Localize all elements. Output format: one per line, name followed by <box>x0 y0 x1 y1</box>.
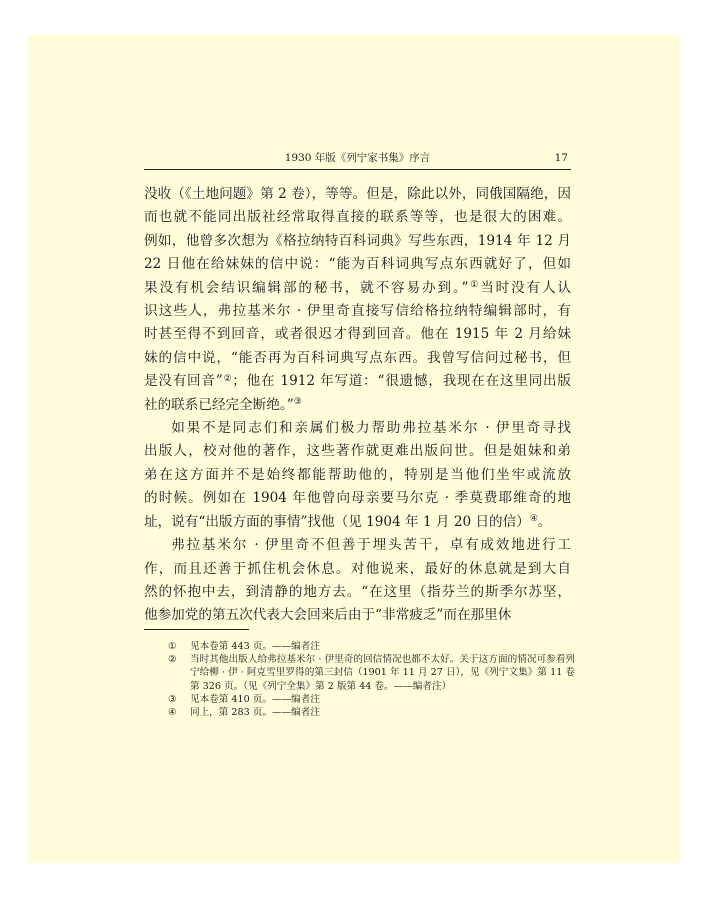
text-line: 如果不是同志们和亲属们极力帮助弗拉基米尔 · 伊里奇寻找 <box>171 420 571 437</box>
header-title: 1930 年版《列宁家书集》序言 <box>284 152 431 164</box>
footnote <box>168 653 575 693</box>
footnote-text: 同上，第 283 页。——编者注 <box>190 707 320 719</box>
text-line: 然的怀抱中去，到清静的地方去。“在这里（指芬兰的斯季尔苏坚， <box>144 583 571 600</box>
running-header <box>144 151 571 170</box>
footnote-ref: ① <box>468 280 481 291</box>
text-line: 例如，他曾多次想为《格拉纳特百科词典》写些东西，1914 年 12 月 <box>144 232 571 249</box>
text-line: 他参加党的第五次代表大会回来后由于“非常疲乏”而在那里休 <box>144 607 512 624</box>
text-line: 22 日他在给妹妹的信中说：“能为百科词典写点东西就好了，但如 <box>144 256 571 273</box>
paragraph <box>144 417 571 534</box>
text-line: 址，说有“出版方面的事情”找他（见 1904 年 1 月 20 日的信）④。 <box>144 513 552 530</box>
footnote <box>168 706 575 719</box>
footnote-ref: ③ <box>293 397 302 408</box>
footnote-text: 见本卷第 443 页。——编者注 <box>190 641 320 652</box>
text-line: 社的联系已经完全断绝。”③ <box>144 396 302 413</box>
text-line: 出版人，校对他的著作，这些著作就更难出版问世。但是姐妹和弟 <box>144 443 571 460</box>
paragraph <box>144 183 571 417</box>
footnote-text: 当时其他出版人给弗拉基米尔 · 伊里奇的回信情况也都不太好。关于这方面的情况可参看列宁给柳 · 伊 · 阿克雪里罗得的第三封信（1901 年 11 月 27 日），见《列宁文集》第 11 卷第 326 页。（见《列宁全集》第 2 版第 44 卷。——编者注） <box>190 654 575 692</box>
footnote-text: 见本卷第 410 页。——编者注 <box>190 693 320 705</box>
text-line: 妹的信中说，“能否再为百科词典写点东西。我曾写信问过秘书，但 <box>144 349 571 366</box>
footnote <box>168 640 575 653</box>
text-line: 弟在这方面并不是始终都能帮助他的，特别是当他们坐牢或流放 <box>144 466 571 483</box>
text-line: 的时候。例如在 1904 年他曾向母亲要马尔克 · 季莫费耶维奇的地 <box>144 490 571 507</box>
text-line: 时甚至得不到回音，或者很迟才得到回音。他在 1915 年 2 月给妹 <box>144 326 571 343</box>
footnotes <box>168 640 575 719</box>
text-line: 识这些人，弗拉基米尔 · 伊里奇直接写信给格拉纳特编辑部时，有 <box>144 303 571 320</box>
text-line: 作，而且还善于抓住机会休息。对他说来，最好的休息就是到大自 <box>144 560 571 577</box>
paragraph <box>144 534 571 628</box>
footnote-ref: ④ <box>529 514 538 525</box>
footnote-marker: ② <box>168 654 177 666</box>
footnote-marker: ④ <box>168 707 177 719</box>
body-text <box>144 183 571 628</box>
text-line: 是没有回音”②；他在 1912 年写道：“很遗憾，我现在在这里同出版 <box>144 373 571 390</box>
footnote-marker: ① <box>168 641 177 652</box>
text-line: 弗拉基米尔 · 伊里奇不但善于埋头苦干，卓有成效地进行工 <box>171 537 571 554</box>
footnote-separator <box>144 629 249 630</box>
text-line: 而也就不能同出版社经常取得直接的联系等等，也是很大的困难。 <box>144 209 571 226</box>
footnote-marker: ③ <box>168 693 177 705</box>
footnote <box>168 693 575 706</box>
text-line: 果没有机会结识编辑部的秘书，就不容易办到。”①当时没有人认 <box>144 279 571 296</box>
footnote-ref: ② <box>222 373 233 384</box>
page-number: 17 <box>554 152 568 164</box>
text-line: 没收（《土地问题》第 2 卷），等等。但是，除此以外，同俄国隔绝，因 <box>144 186 571 202</box>
